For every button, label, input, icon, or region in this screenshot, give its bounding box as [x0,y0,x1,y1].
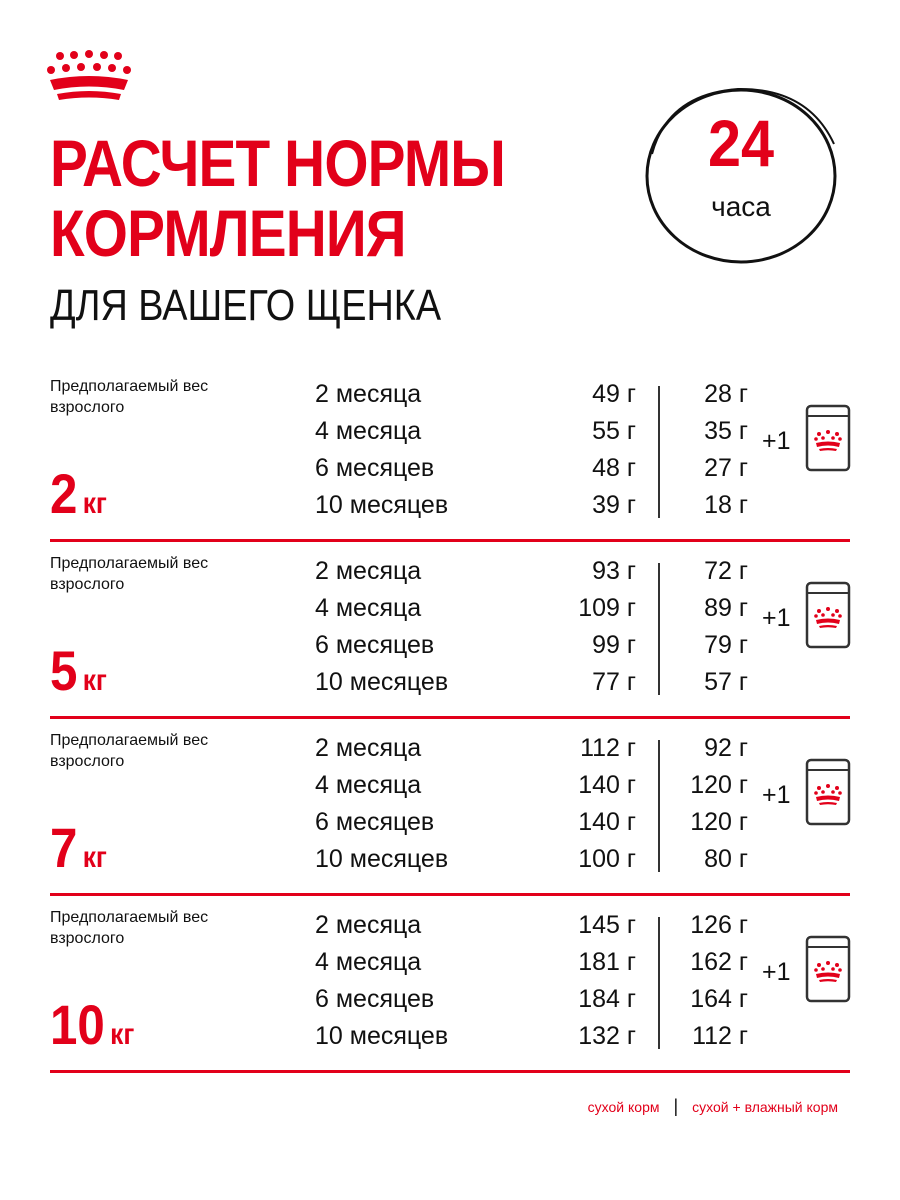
block-divider [50,716,850,719]
combo-amount: 57 г [704,668,748,696]
legend-combo: сухой + влажный корм [692,1099,838,1115]
pouch-count: +1 [762,604,791,632]
pouch-count: +1 [762,958,791,986]
age-cell: 2 месяца [315,911,422,939]
feeding-block-7kg [50,730,850,888]
dry-food-column [540,553,636,701]
combo-amount: 79 г [704,631,748,659]
age-cell: 6 месяцев [315,631,435,659]
weight-unit: кг [82,664,107,697]
column-divider [658,563,660,695]
dry-amount: 140 г [578,771,636,799]
dry-amount: 48 г [592,454,636,482]
dry-amount: 140 г [578,808,636,836]
weight-unit: кг [110,1018,135,1051]
age-cell: 4 месяца [315,417,422,445]
combo-amount: 92 г [704,734,748,762]
dry-amount: 55 г [592,417,636,445]
dry-amount: 184 г [578,985,636,1013]
combo-amount: 126 г [690,911,748,939]
legend [588,1096,838,1117]
page-subtitle: ДЛЯ ВАШЕГО ЩЕНКА [50,281,442,330]
combo-amount: 72 г [704,557,748,585]
dry-amount: 39 г [592,491,636,519]
dry-amount: 93 г [592,557,636,585]
dry-amount: 77 г [592,668,636,696]
combo-amount: 80 г [704,845,748,873]
block-label: Предполагаемый вес взрослого [50,378,209,416]
legend-separator: | [673,1096,679,1116]
combo-amount: 112 г [692,1022,748,1050]
badge-unit: часа [711,191,771,222]
age-cell: 6 месяцев [315,985,435,1013]
wet-food-pouch-icon [805,758,851,826]
weight-value: 2 [50,462,78,525]
age-cell: 4 месяца [315,948,422,976]
dry-amount: 181 г [578,948,636,976]
combo-amount: 35 г [704,417,748,445]
dry-amount: 109 г [578,594,636,622]
combo-amount: 162 г [690,948,748,976]
weight-value: 10 [50,993,105,1056]
block-divider [50,1070,850,1073]
age-cell: 6 месяцев [315,454,435,482]
age-cell: 4 месяца [315,771,422,799]
age-cell: 2 месяца [315,734,422,762]
wet-food-pouch-icon [805,581,851,649]
combo-food-column [670,376,748,524]
dry-amount: 132 г [578,1022,636,1050]
title-line-1: РАСЧЕТ НОРМЫ [50,126,505,200]
weight-value: 7 [50,816,78,879]
dry-amount: 49 г [592,380,636,408]
combo-amount: 164 г [690,985,748,1013]
weight-unit: кг [82,487,107,520]
adult-weight [50,995,134,1055]
age-column [315,376,535,524]
combo-food-column [670,907,748,1055]
block-divider [50,539,850,542]
dry-amount: 99 г [592,631,636,659]
page-title [50,128,505,268]
title-line-2: КОРМЛЕНИЯ [50,196,406,270]
combo-food-column [670,730,748,878]
age-cell: 10 месяцев [315,491,449,519]
combo-amount: 28 г [704,380,748,408]
dry-amount: 112 г [580,734,636,762]
age-cell: 2 месяца [315,557,422,585]
age-cell: 4 месяца [315,594,422,622]
age-cell: 6 месяцев [315,808,435,836]
combo-food-column [670,553,748,701]
column-divider [658,386,660,518]
pouch-count: +1 [762,781,791,809]
combo-amount: 18 г [704,491,748,519]
age-cell: 10 месяцев [315,668,449,696]
block-label: Предполагаемый вес взрослого [50,909,209,947]
column-divider [658,917,660,1049]
age-cell: 10 месяцев [315,1022,449,1050]
age-column [315,553,535,701]
dry-food-column [540,730,636,878]
weight-value: 5 [50,639,78,702]
adult-weight [50,818,107,878]
column-divider [658,740,660,872]
wet-food-pouch-icon [805,935,851,1003]
block-label: Предполагаемый вес взрослого [50,732,209,770]
hours-badge [638,84,844,268]
royal-crown-logo-icon [44,50,134,102]
block-label: Предполагаемый вес взрослого [50,555,209,593]
age-column [315,730,535,878]
combo-amount: 120 г [690,808,748,836]
feeding-block-10kg [50,907,850,1065]
pouch-count: +1 [762,427,791,455]
combo-amount: 89 г [704,594,748,622]
legend-dry: сухой корм [587,1099,660,1115]
wet-food-pouch-icon [805,404,851,472]
dry-food-column [540,376,636,524]
dry-amount: 145 г [578,911,636,939]
weight-unit: кг [82,841,107,874]
age-column [315,907,535,1055]
combo-amount: 120 г [690,771,748,799]
block-divider [50,893,850,896]
badge-number: 24 [707,106,775,180]
dry-food-column [540,907,636,1055]
feeding-block-5kg [50,553,850,711]
combo-amount: 27 г [704,454,748,482]
age-cell: 2 месяца [315,380,422,408]
age-cell: 10 месяцев [315,845,449,873]
adult-weight [50,464,107,524]
feeding-block-2kg [50,376,850,534]
dry-amount: 100 г [578,845,636,873]
adult-weight [50,641,107,701]
